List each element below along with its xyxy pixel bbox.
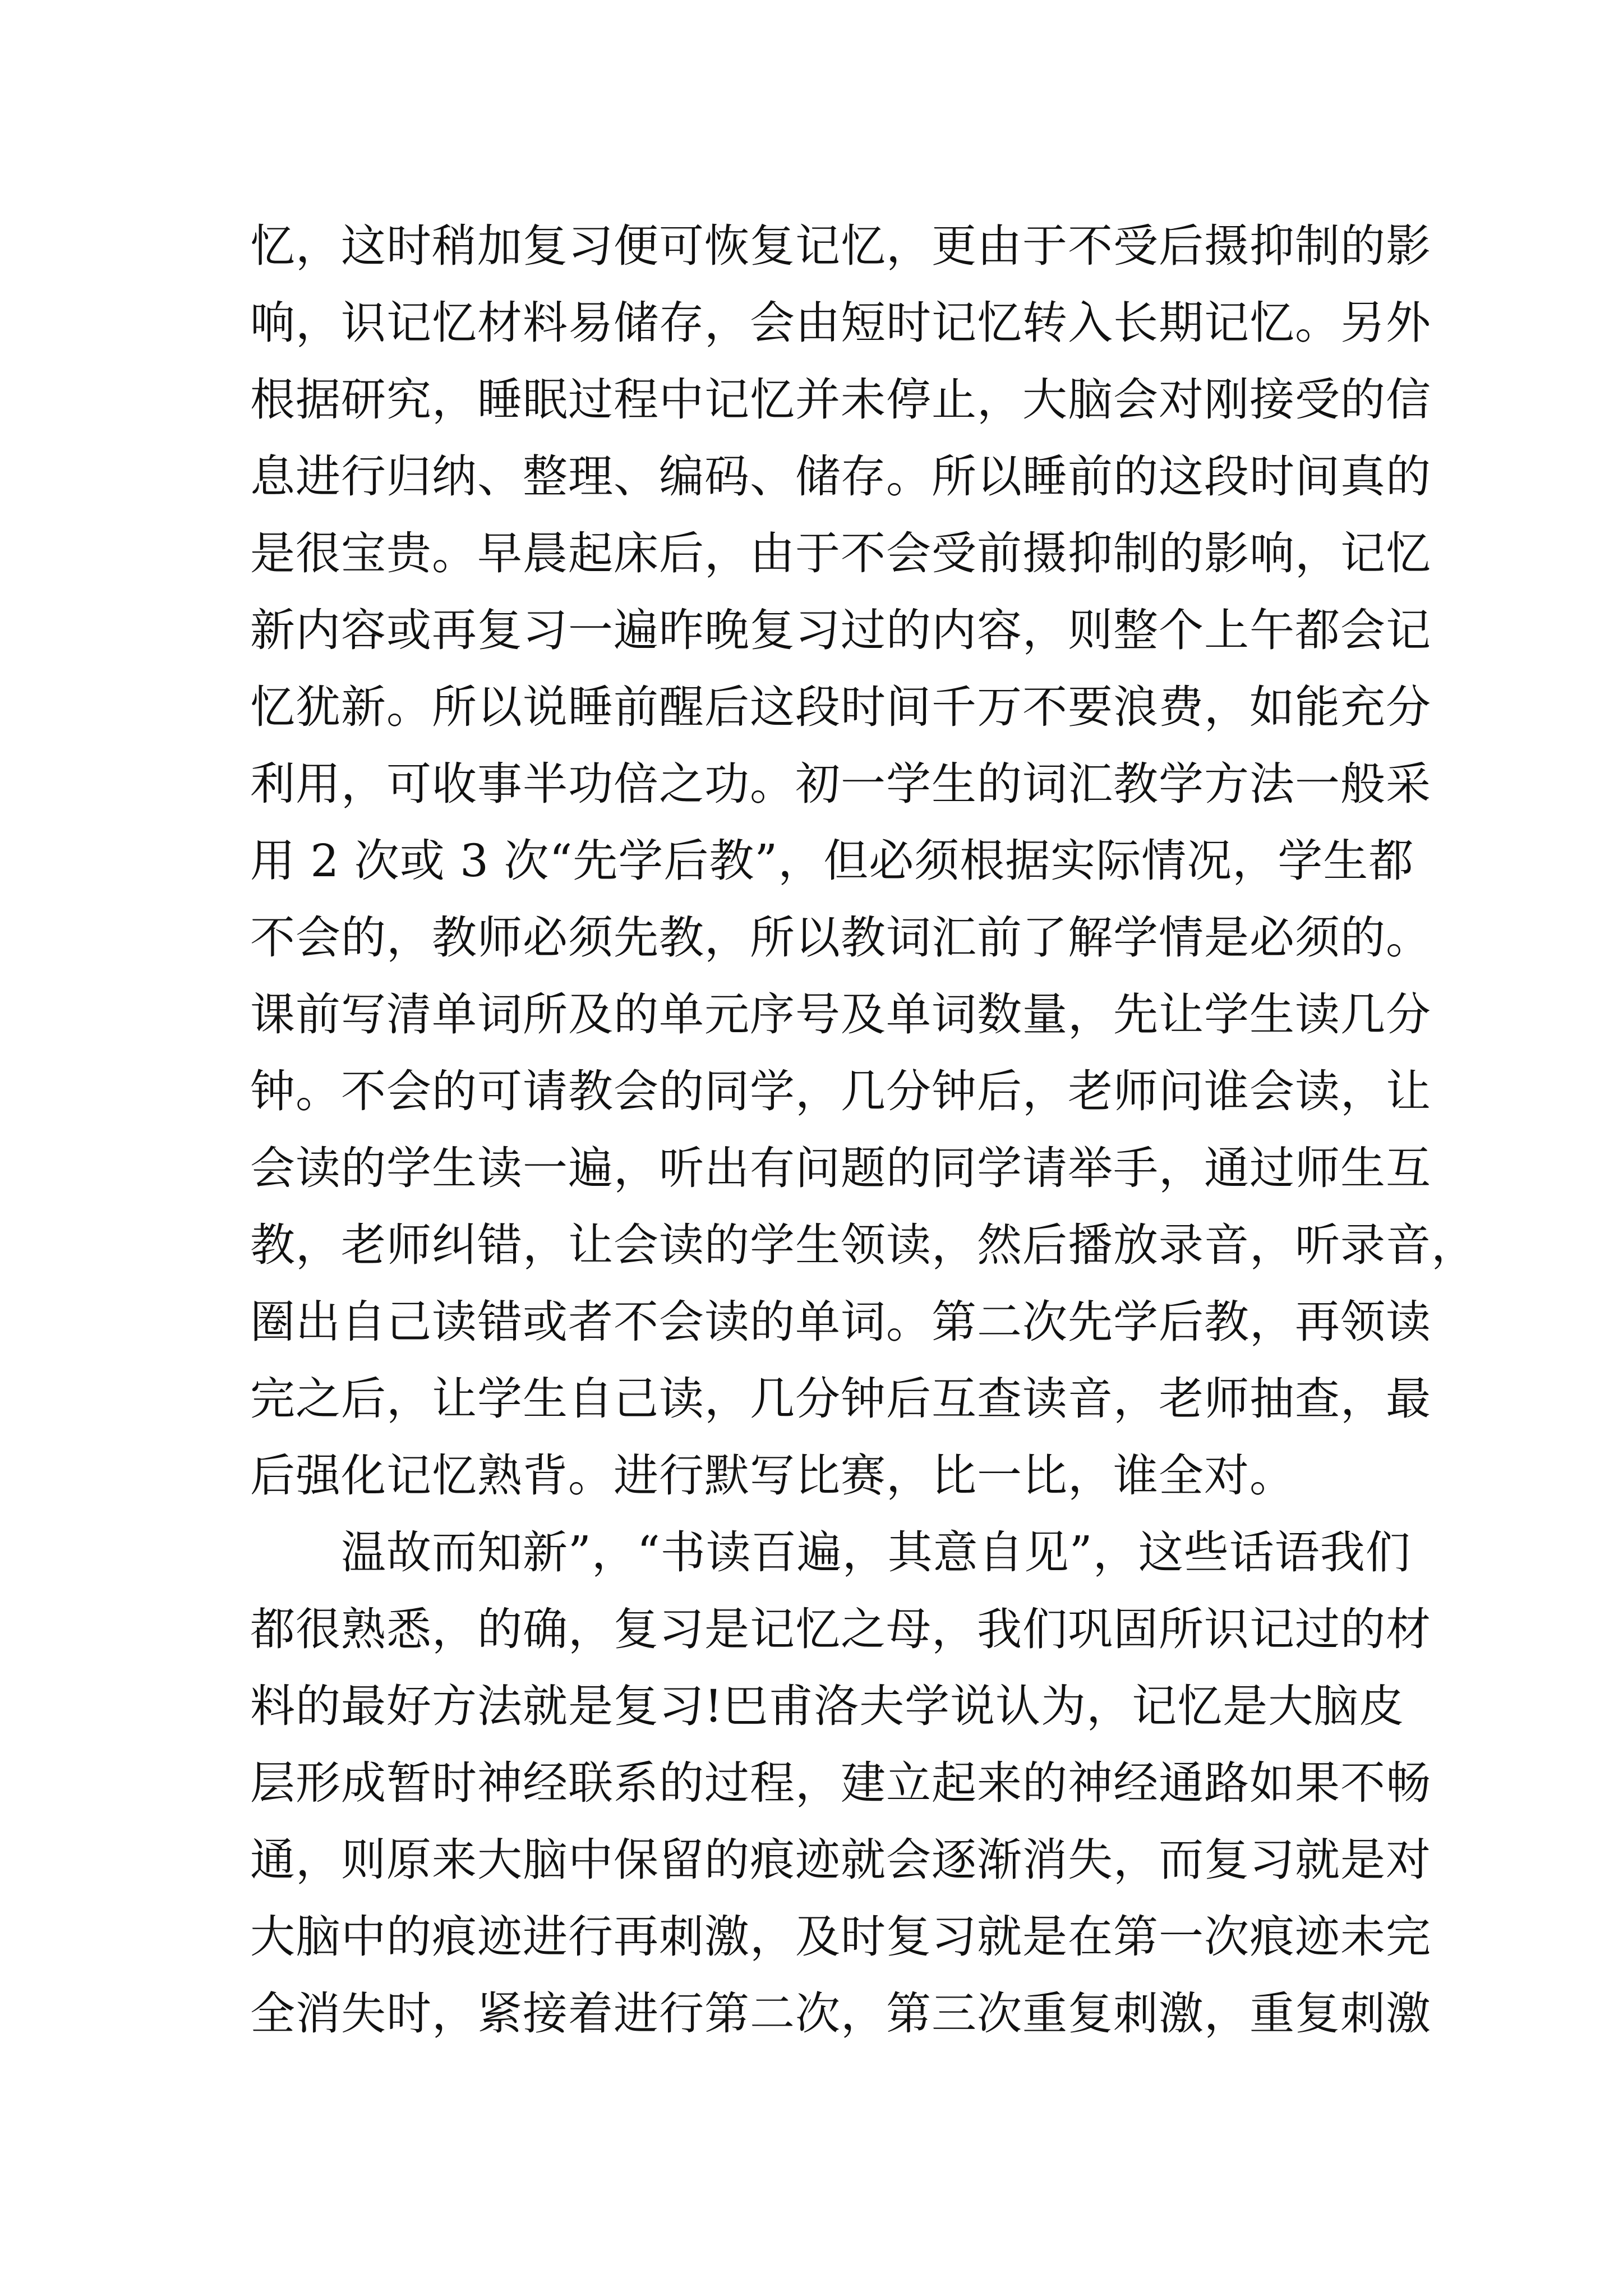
text-line: 圈出自己读错或者不会读的单词。第二次先学后教，再领读 bbox=[250, 1296, 1431, 1348]
body-text bbox=[250, 208, 1477, 2052]
text-line: 利用，可收事半功倍之功。初一学生的词汇教学方法一般采 bbox=[250, 758, 1431, 810]
text-line: 都很熟悉，的确，复习是记忆之母，我们巩固所识记过的材 bbox=[250, 1603, 1431, 1655]
text-line: 会读的学生读一遍，听出有问题的同学请举手，通过师生互 bbox=[250, 1142, 1431, 1194]
text-line: 料的最好方法就是复习!巴甫洛夫学说认为，记忆是大脑皮 bbox=[250, 1680, 1405, 1732]
text-line: 忆，这时稍加复习便可恢复记忆，更由于不受后摄抑制的影 bbox=[250, 220, 1431, 272]
text-line: 不会的，教师必须先教，所以教词汇前了解学情是必须的。 bbox=[250, 912, 1431, 964]
text-line: 教，老师纠错，让会读的学生领读，然后播放录音，听录音， bbox=[250, 1219, 1477, 1271]
text-line: 新内容或再复习一遍昨晚复习过的内容，则整个上午都会记 bbox=[250, 604, 1431, 656]
text-line: 完之后，让学生自己读，几分钟后互查读音，老师抽查，最 bbox=[250, 1373, 1431, 1425]
text-line: 温故而知新”，“书读百遍，其意自见”，这些话语我们 bbox=[250, 1526, 1411, 1579]
text-line: 息进行归纳、整理、编码、储存。所以睡前的这段时间真的 bbox=[250, 450, 1431, 503]
text-line: 通，则原来大脑中保留的痕迹就会逐渐消失，而复习就是对 bbox=[250, 1834, 1431, 1886]
text-line: 是很宝贵。早晨起床后，由于不会受前摄抑制的影响，记忆 bbox=[250, 527, 1431, 579]
text-line: 大脑中的痕迹进行再刺激，及时复习就是在第一次痕迹未完 bbox=[250, 1911, 1431, 1963]
text-line: 根据研究，睡眠过程中记忆并未停止，大脑会对刚接受的信 bbox=[250, 374, 1431, 426]
text-line: 后强化记忆熟背。进行默写比赛，比一比，谁全对。 bbox=[250, 1450, 1295, 1502]
text-line: 响，识记忆材料易储存，会由短时记忆转入长期记忆。另外 bbox=[250, 297, 1431, 349]
text-line: 忆犹新。所以说睡前醒后这段时间千万不要浪费，如能充分 bbox=[250, 681, 1431, 733]
text-line: 钟。不会的可请教会的同学，几分钟后，老师问谁会读，让 bbox=[250, 1065, 1431, 1117]
text-line: 全消失时，紧接着进行第二次，第三次重复刺激，重复刺激 bbox=[250, 1987, 1431, 2040]
text-line: 课前写清单词所及的单元序号及单词数量，先让学生读几分 bbox=[250, 988, 1431, 1041]
text-line: 层形成暂时神经联系的过程，建立起来的神经通路如果不畅 bbox=[250, 1757, 1431, 1809]
text-line: 用 2 次或 3 次“先学后教”，但必须根据实际情况，学生都 bbox=[250, 835, 1414, 887]
